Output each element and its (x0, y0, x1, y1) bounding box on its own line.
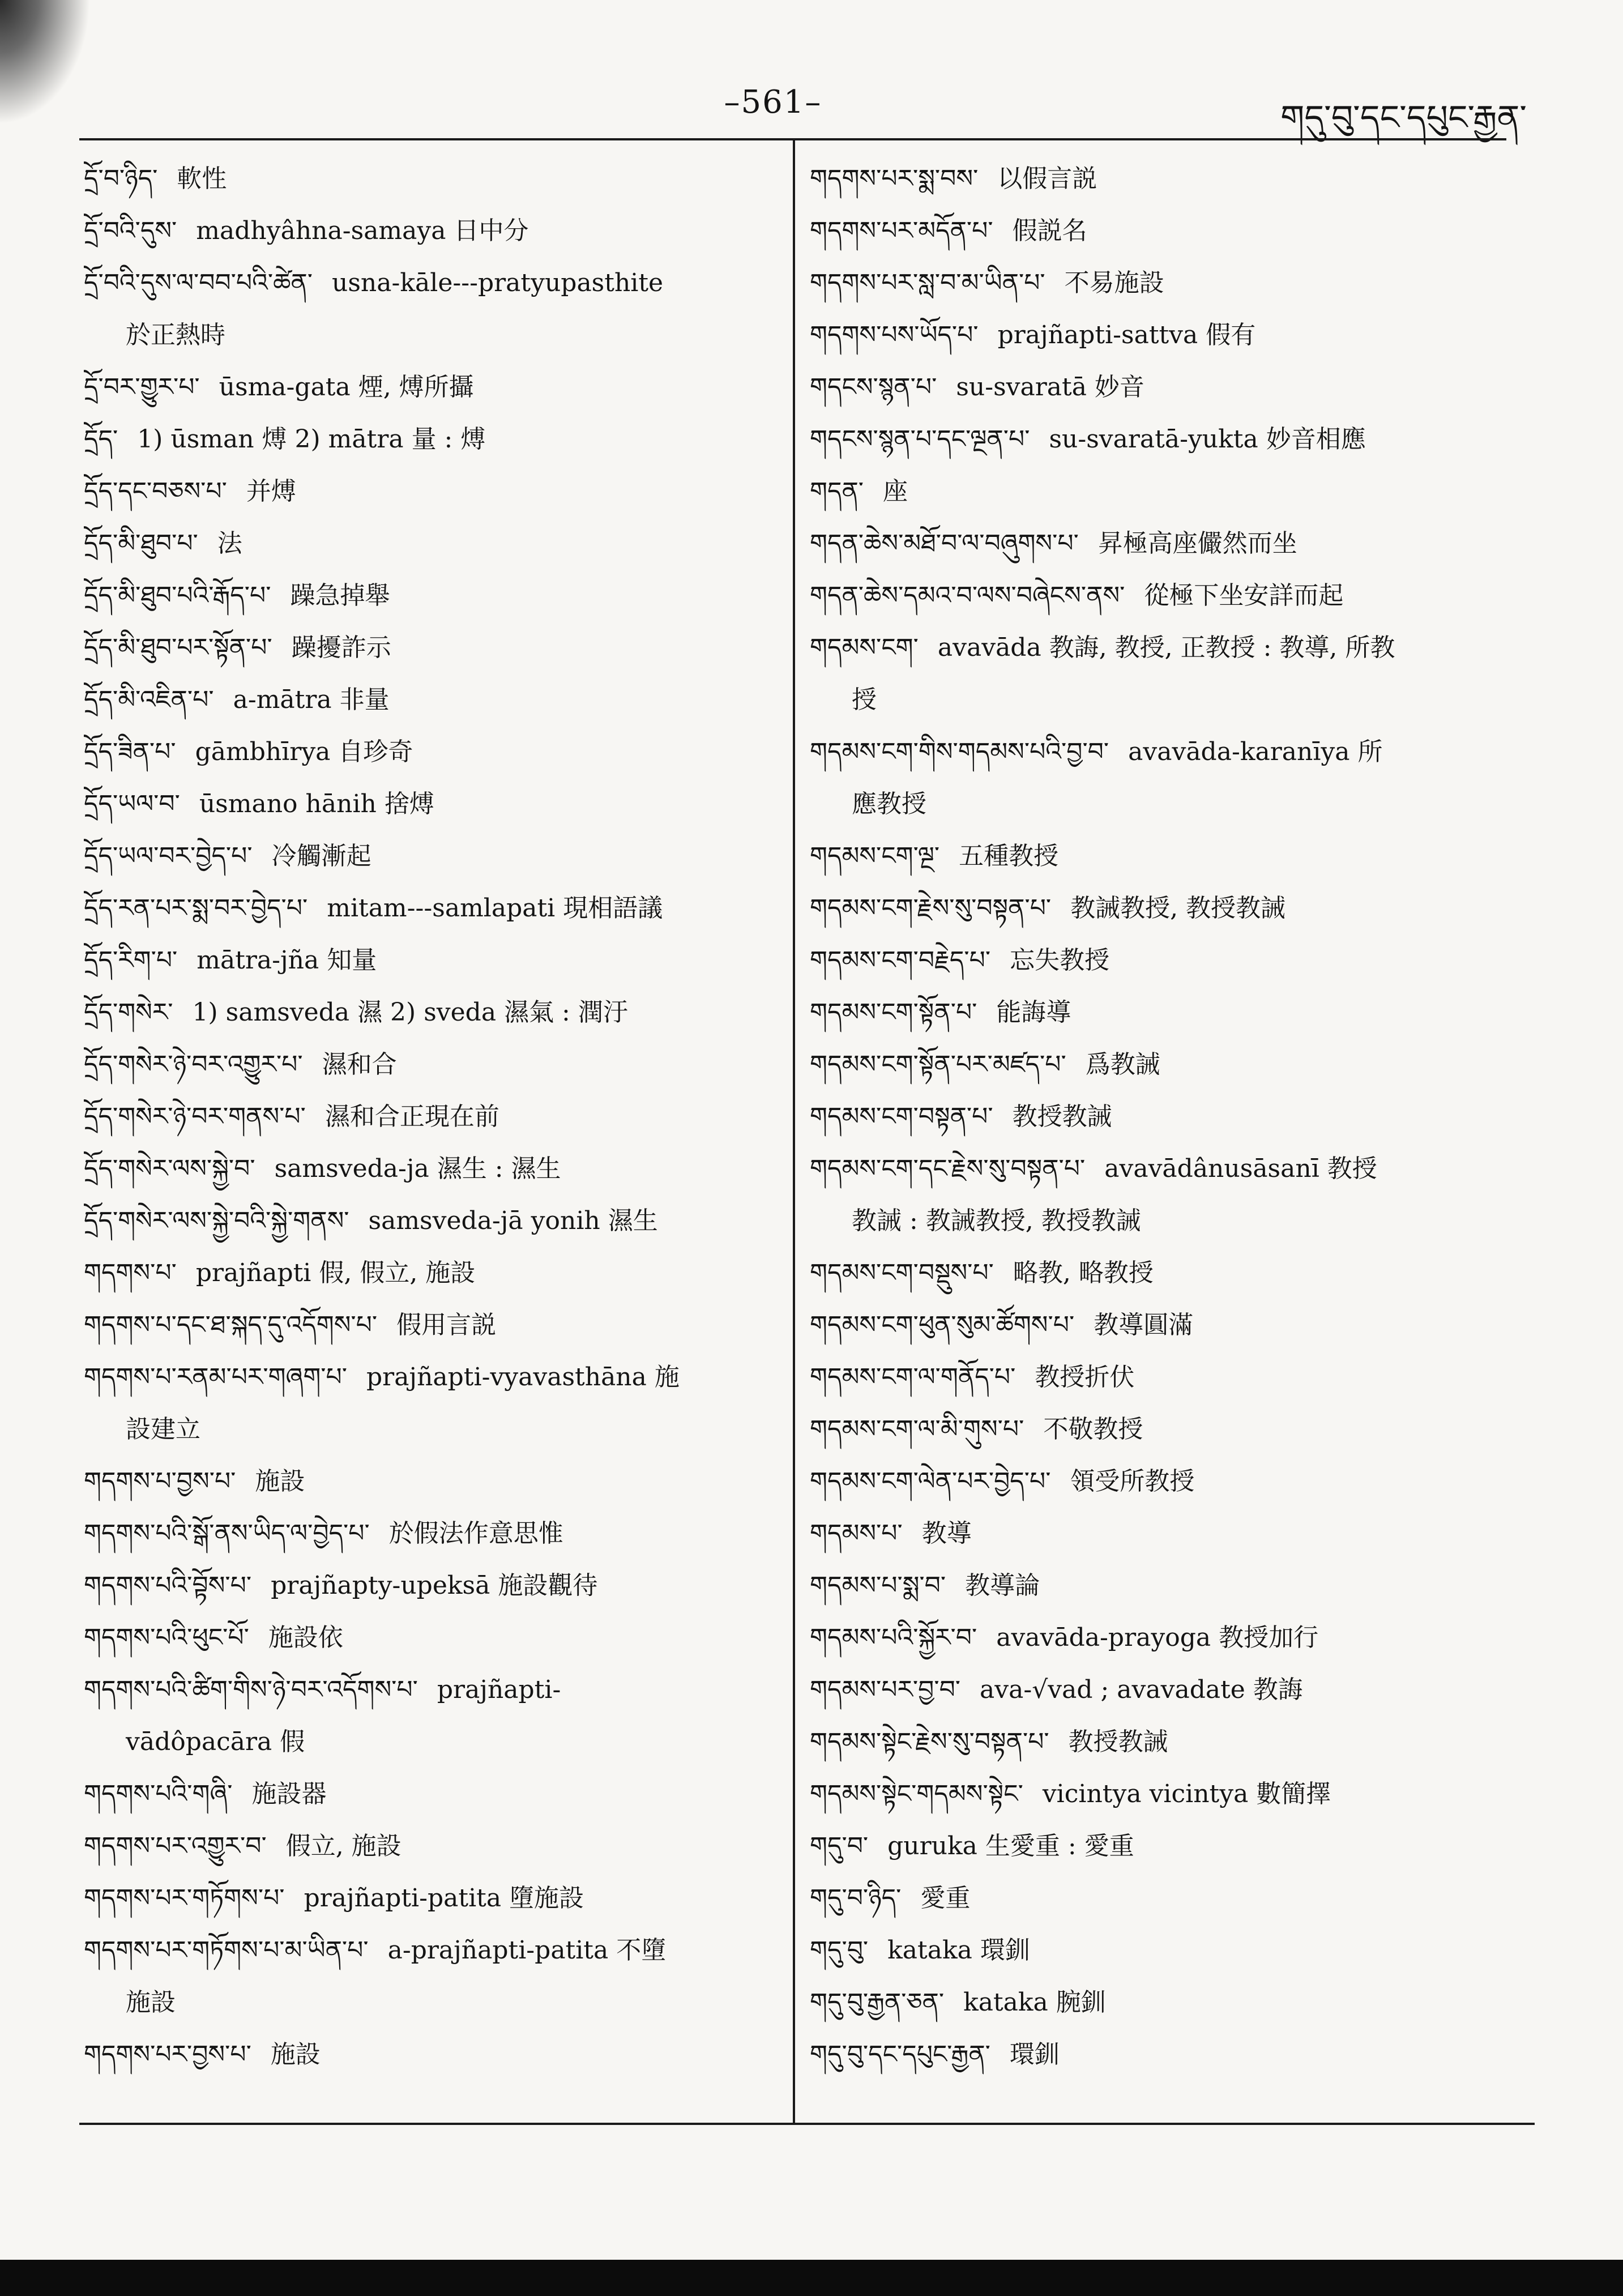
dictionary-entry (810, 1924, 1506, 1977)
entry-gloss: 假立, 施設 (285, 1832, 402, 1860)
entry-headword: དྲོ་བའི་དུས་ (84, 216, 177, 245)
entry-headword: གདངས་སྙན་པ་ (810, 373, 937, 402)
entry-gloss: 略教, 略教授 (1013, 1258, 1154, 1287)
dictionary-entry (84, 361, 769, 413)
entry-headword: གདགས་པའི་གཞི་ (84, 1779, 233, 1808)
entry-gloss: su-svaratā 妙音 (956, 373, 1144, 402)
entry-gloss: avavādânusāsanī 教授 (1104, 1154, 1377, 1183)
right-column (810, 153, 1506, 2081)
dictionary-entry-continuation (84, 1403, 769, 1456)
entry-headword: གདགས་པར་མདོན་པ་ (810, 216, 993, 245)
entry-headword: དྲོད་མི་འཇིན་པ་ (84, 685, 214, 714)
entry-headword: གདམས་ངག་ལེན་པར་བྱེད་པ་ (810, 1467, 1051, 1496)
dictionary-entry (84, 1456, 769, 1508)
entry-headword: གདམས་ངག་བསྟན་པ་ (810, 1102, 993, 1131)
entry-headword: གདུ་བུ་དང་དཔུང་རྒྱན་ (810, 2040, 990, 2069)
entry-headword: དྲོད་མི་ཐུབ་པའི་རྒོད་པ་ (84, 581, 271, 610)
dictionary-entry (84, 830, 769, 882)
entry-gloss: 并煿 (246, 477, 296, 506)
dictionary-entry (810, 1143, 1506, 1195)
entry-gloss: guruka 生愛重 : 愛重 (887, 1832, 1134, 1860)
dictionary-entry (810, 934, 1506, 987)
dictionary-entry (810, 1403, 1506, 1456)
entry-headword: གདམས་ངག་གིས་གདམས་པའི་བྱ་བ་ (810, 737, 1109, 766)
entry-headword: གདམས་སྟེང་རྗེས་སུ་བསྟན་པ་ (810, 1727, 1049, 1756)
dictionary-entry (84, 1351, 769, 1403)
entry-gloss: 躁急掉舉 (290, 581, 390, 610)
entry-headword: གདགས་པའི་སྒོ་ནས་ཡིད་ལ་བྱེད་པ་ (84, 1519, 370, 1548)
dictionary-entry (810, 1612, 1506, 1664)
entry-gloss: usna-kāle---pratyupasthite (332, 268, 664, 297)
dictionary-entry (810, 2029, 1506, 2081)
entry-headword: གདགས་པར་གཏོགས་པ་ (84, 1884, 285, 1913)
dictionary-entry (84, 1612, 769, 1664)
entry-headword: གདུ་བུ་ (810, 1936, 869, 1965)
entry-gloss: 能誨導 (996, 998, 1071, 1027)
entry-gloss: 施設依 (268, 1623, 343, 1652)
dictionary-entry (810, 1768, 1506, 1820)
dictionary-entry (84, 205, 769, 257)
dictionary-entry (810, 1039, 1506, 1091)
entry-headword: གདུ་བ་ (810, 1832, 869, 1860)
entry-headword: གདམས་ངག་སྟོན་པར་མཛད་པ་ (810, 1050, 1066, 1079)
entry-gloss: prajñapty-upeksā 施設觀待 (271, 1571, 598, 1600)
dictionary-entry (810, 1820, 1506, 1872)
dictionary-entry (84, 1872, 769, 1924)
entry-headword: གདགས་པའི་བྟོས་པ་ (84, 1571, 252, 1600)
entry-gloss: prajñapti-sattva 假有 (997, 321, 1256, 349)
entry-headword: གདགས་པར་འགྱུར་བ་ (84, 1832, 267, 1860)
dictionary-entry (84, 1195, 769, 1247)
dictionary-entry (810, 1977, 1506, 2029)
dictionary-entry (810, 518, 1506, 570)
dictionary-entry (84, 1820, 769, 1872)
entry-gloss: 授 (852, 685, 877, 714)
entry-headword: དྲོ་བར་གྱུར་པ་ (84, 373, 200, 402)
entry-headword: དྲོད་མི་ཐུབ་པར་སྟོན་པ་ (84, 633, 272, 662)
entry-gloss: 教授教誡 (1012, 1102, 1112, 1131)
dictionary-entry (810, 1456, 1506, 1508)
entry-headword: གདམས་པར་བྱ་བ་ (810, 1675, 961, 1704)
entry-gloss: 從極下坐安詳而起 (1144, 581, 1344, 610)
entry-gloss: 教導 (921, 1519, 972, 1548)
entry-headword: གདགས་པ་ (84, 1258, 177, 1287)
entry-gloss: 教授折伏 (1035, 1363, 1135, 1392)
left-column (84, 153, 769, 2081)
dictionary-entry (810, 1351, 1506, 1403)
entry-headword: གདམས་ངག་ཕུན་སུམ་ཚོགས་པ་ (810, 1311, 1075, 1339)
entry-headword: གདགས་པར་བྱས་པ་ (84, 2040, 251, 2069)
entry-gloss: 施設 (126, 1988, 176, 2017)
entry-gloss: gāmbhīrya 自珍奇 (195, 737, 413, 766)
dictionary-entry (84, 1924, 769, 1977)
entry-headword: གདུ་བུ་རྒྱན་ཅན་ (810, 1988, 945, 2017)
entry-headword: གདམས་ངག་དང་རྗེས་སུ་བསྟན་པ་ (810, 1154, 1086, 1183)
entry-headword: གདགས་པར་སྨ་བས་ (810, 164, 979, 193)
entry-headword: གདགས་པའི་ཕུང་པོ་ (84, 1623, 249, 1652)
entry-headword: གདགས་པའི་ཚིག་གིས་ཉེ་བར་འདོགས་པ་ (84, 1675, 418, 1704)
entry-gloss: 忘失教授 (1010, 946, 1110, 975)
entry-headword: གདགས་པར་སླ་བ་མ་ཡིན་པ་ (810, 268, 1045, 297)
dictionary-entry (810, 987, 1506, 1039)
dictionary-entry (84, 1143, 769, 1195)
entry-gloss: su-svaratā-yukta 妙音相應 (1049, 425, 1366, 454)
entry-gloss: avavāda-prayoga 教授加行 (996, 1623, 1319, 1652)
entry-gloss: 濕和合正現在前 (324, 1102, 499, 1131)
dictionary-entry (84, 778, 769, 830)
dictionary-entry (810, 153, 1506, 205)
dictionary-entry-continuation (84, 1977, 769, 2029)
entry-headword: གདམས་ངག་བསྡུས་པ་ (810, 1258, 994, 1287)
running-head: གདུ་བུ་དང་དཔུང་རྒྱན་ (1280, 98, 1527, 138)
entry-headword: གདགས་པ་དང་ཐ་སྐད་དུ་འདོགས་པ་ (84, 1311, 378, 1339)
dictionary-entry (810, 622, 1506, 674)
entry-gloss: prajñapti-vyavasthāna 施 (366, 1363, 680, 1392)
dictionary-entry-continuation (84, 309, 769, 361)
dictionary-entry (810, 1508, 1506, 1560)
scan-shadow (0, 0, 91, 125)
entry-gloss: 以假言説 (997, 164, 1097, 193)
entry-headword: གདམས་ངག་ལྔ་ (810, 842, 940, 870)
entry-gloss: 軟性 (177, 164, 227, 193)
dictionary-entry (84, 1768, 769, 1820)
dictionary-entry (810, 882, 1506, 934)
entry-gloss: prajñapti- (437, 1675, 561, 1704)
entry-gloss: 昇極高座儼然而坐 (1097, 529, 1297, 558)
entry-headword: གདམས་ངག་ (810, 633, 919, 662)
scan-edge-band (0, 2260, 1623, 2296)
entry-gloss: samsveda-jā yonih 濕生 (368, 1206, 658, 1235)
dictionary-entry (84, 1039, 769, 1091)
dictionary-entry (810, 1560, 1506, 1612)
dictionary-entry-continuation (810, 778, 1506, 830)
entry-headword: གདམས་ངག་ལ་མི་གུས་པ་ (810, 1415, 1024, 1444)
entry-gloss: 施設器 (251, 1779, 327, 1808)
entry-headword: གདགས་པས་ཡོད་པ་ (810, 321, 979, 349)
entry-gloss: ūsmano hānih 捨煿 (199, 789, 434, 818)
dictionary-entry-continuation (810, 674, 1506, 726)
entry-gloss: 不敬教授 (1043, 1415, 1143, 1444)
entry-gloss: 座 (883, 477, 908, 506)
dictionary-entry (84, 1091, 769, 1143)
dictionary-entry (810, 257, 1506, 309)
entry-gloss: kataka 腕釧 (963, 1988, 1106, 2017)
entry-gloss: 教誡 : 教誡教授, 教授教誡 (852, 1206, 1141, 1235)
dictionary-entry (810, 205, 1506, 257)
dictionary-entry (810, 1872, 1506, 1924)
entry-gloss: 五種教授 (959, 842, 1059, 870)
dictionary-entry (84, 987, 769, 1039)
entry-gloss: ava-√vad ; avavadate 教誨 (980, 1675, 1303, 1704)
entry-gloss: 教誡教授, 教授教誡 (1070, 894, 1286, 923)
entry-headword: གདན་ (810, 477, 864, 506)
entry-headword: དྲོད་ཡལ་བ་ (84, 789, 180, 818)
entry-gloss: 愛重 (920, 1884, 971, 1913)
entry-headword: གདངས་སྙན་པ་དང་ལྔན་པ་ (810, 425, 1030, 454)
dictionary-entry (84, 153, 769, 205)
dictionary-entry (84, 413, 769, 466)
entry-headword: གདམས་ངག་བརྗེད་པ་ (810, 946, 991, 975)
entry-gloss: 假用言説 (396, 1311, 497, 1339)
entry-gloss: 躁擾詐示 (291, 633, 391, 662)
dictionary-entry (810, 413, 1506, 466)
dictionary-entry (810, 570, 1506, 622)
dictionary-entry (810, 361, 1506, 413)
bottom-rule (79, 2123, 1535, 2125)
entry-gloss: 教導圓滿 (1094, 1311, 1194, 1339)
dictionary-entry (84, 726, 769, 778)
entry-headword: དྲོད་རིག་པ་ (84, 946, 178, 975)
entry-gloss: 環釧 (1009, 2040, 1060, 2069)
entry-headword: དྲོད་ཟིན་པ་ (84, 737, 176, 766)
dictionary-entry (84, 257, 769, 309)
entry-gloss: ūsma-gata 煙, 煿所攝 (219, 373, 474, 402)
entry-gloss: vicintya vicintya 數簡擇 (1042, 1779, 1331, 1808)
entry-headword: གདན་ཆེས་དམའ་བ་ལས་བཞེངས་ནས་ (810, 581, 1125, 610)
entry-gloss: mātra-jña 知量 (197, 946, 377, 975)
entry-gloss: avavāda 教誨, 教授, 正教授 : 教導, 所教 (937, 633, 1395, 662)
entry-gloss: 不易施設 (1064, 268, 1164, 297)
entry-gloss: 教導論 (965, 1571, 1040, 1600)
dictionary-entry (810, 726, 1506, 778)
entry-gloss: avavāda-karanīya 所 (1128, 737, 1383, 766)
entry-gloss: a-prajñapti-patita 不墮 (387, 1936, 667, 1965)
entry-headword: གདམས་ངག་ལ་གནོད་པ་ (810, 1363, 1016, 1392)
dictionary-entry (84, 882, 769, 934)
entry-gloss: 爲教誡 (1085, 1050, 1160, 1079)
entry-headword: གདམས་ངག་སྟོན་པ་ (810, 998, 977, 1027)
entry-gloss: 領受所教授 (1070, 1467, 1195, 1496)
dictionary-entry-continuation (810, 1195, 1506, 1247)
entry-headword: དྲོད་དང་བཅས་པ་ (84, 477, 227, 506)
entry-gloss: 施設 (255, 1467, 305, 1496)
dictionary-entry (84, 2029, 769, 2081)
entry-headword: གདགས་པ་རནམ་པར་གཞག་པ་ (84, 1363, 347, 1392)
entry-gloss: 法 (217, 529, 242, 558)
entry-headword: དྲོད་གསེར་ (84, 998, 173, 1027)
entry-gloss: 於正熱時 (126, 321, 225, 349)
dictionary-entry (84, 1508, 769, 1560)
entry-headword: དྲོད་གསེར་ཉེ་བར་འགྱུར་པ་ (84, 1050, 303, 1079)
dictionary-entry (84, 622, 769, 674)
entry-headword: དྲོད་གསེར་ལས་སྐྱེ་བའི་སྐྱེ་གནས་ (84, 1206, 349, 1235)
entry-headword: དྲོ་བ་ཉིད་ (84, 164, 158, 193)
dictionary-entry (84, 518, 769, 570)
dictionary-entry (810, 1247, 1506, 1299)
page-number: –561– (724, 84, 822, 121)
entry-gloss: mitam---samlapati 現相語議 (327, 894, 663, 923)
dictionary-entry (84, 1664, 769, 1716)
dictionary-entry (810, 1716, 1506, 1768)
entry-gloss: vādôpacāra 假 (126, 1727, 305, 1756)
dictionary-entry (84, 674, 769, 726)
dictionary-entry (84, 1560, 769, 1612)
entry-headword: གདུ་བ་ཉིད་ (810, 1884, 902, 1913)
entry-gloss: 教授教誡 (1068, 1727, 1168, 1756)
column-divider (793, 138, 795, 2123)
entry-gloss: 設建立 (126, 1415, 200, 1444)
entry-headword: གདམས་སྟེང་གདམས་སྟེང་ (810, 1779, 1023, 1808)
entry-gloss: prajñapti 假, 假立, 施設 (195, 1258, 476, 1287)
entry-gloss: 於假法作意思惟 (388, 1519, 563, 1548)
entry-gloss: madhyâhna-samaya 日中分 (196, 216, 529, 245)
entry-headword: དྲོད་གསེར་ཉེ་བར་གནས་པ་ (84, 1102, 306, 1131)
entry-headword: དྲོད་ཡལ་བར་བྱེད་པ་ (84, 842, 253, 870)
dictionary-entry (84, 1299, 769, 1351)
entry-gloss: prajñapti-patita 墮施設 (304, 1884, 584, 1913)
entry-headword: གདགས་པ་བྱས་པ་ (84, 1467, 236, 1496)
entry-headword: གདམས་ངག་རྗེས་སུ་བསྟན་པ་ (810, 894, 1052, 923)
entry-gloss: 假説名 (1012, 216, 1087, 245)
dictionary-entry (84, 1247, 769, 1299)
entry-headword: དྲོད་རན་པར་སྨ་བར་བྱེད་པ་ (84, 894, 308, 923)
entry-headword: དྲོ་བའི་དུས་ལ་བབ་པའི་ཚེན་ (84, 268, 313, 297)
entry-gloss: kataka 環釧 (887, 1936, 1030, 1965)
entry-gloss: 應教授 (852, 789, 926, 818)
entry-headword: གདམས་པ་སྨ་བ་ (810, 1571, 946, 1600)
entry-gloss: 1) samsveda 濕 2) sveda 濕氣 : 潤汙 (192, 998, 628, 1027)
entry-headword: དྲོད་མི་ཐུབ་པ་ (84, 529, 198, 558)
entry-gloss: 1) ūsman 煿 2) mātra 量 : 煿 (137, 425, 486, 454)
entry-headword: དྲོད་ (84, 425, 118, 454)
dictionary-entry (810, 830, 1506, 882)
entry-gloss: 冷觸漸起 (271, 842, 371, 870)
entry-gloss: samsveda-ja 濕生 : 濕生 (274, 1154, 561, 1183)
dictionary-entry (84, 934, 769, 987)
dictionary-entry (810, 309, 1506, 361)
dictionary-entry (810, 1299, 1506, 1351)
entry-gloss: 濕和合 (322, 1050, 397, 1079)
entry-headword: གདན་ཆེས་མཐོ་བ་ལ་བཞུགས་པ་ (810, 529, 1079, 558)
entry-headword: གདམས་པ་ (810, 1519, 903, 1548)
dictionary-entry-continuation (84, 1716, 769, 1768)
dictionary-entry (810, 1664, 1506, 1716)
entry-gloss: a-mātra 非量 (233, 685, 390, 714)
entry-headword: གདགས་པར་གཏོགས་པ་མ་ཡིན་པ་ (84, 1936, 369, 1965)
dictionary-entry (84, 466, 769, 518)
entry-gloss: 施設 (270, 2040, 321, 2069)
entry-headword: གདམས་པའི་སྐྱོར་བ་ (810, 1623, 977, 1652)
dictionary-entry (810, 466, 1506, 518)
dictionary-entry (84, 570, 769, 622)
dictionary-entry (810, 1091, 1506, 1143)
entry-headword: དྲོད་གསེར་ལས་སྐྱེ་བ་ (84, 1154, 255, 1183)
